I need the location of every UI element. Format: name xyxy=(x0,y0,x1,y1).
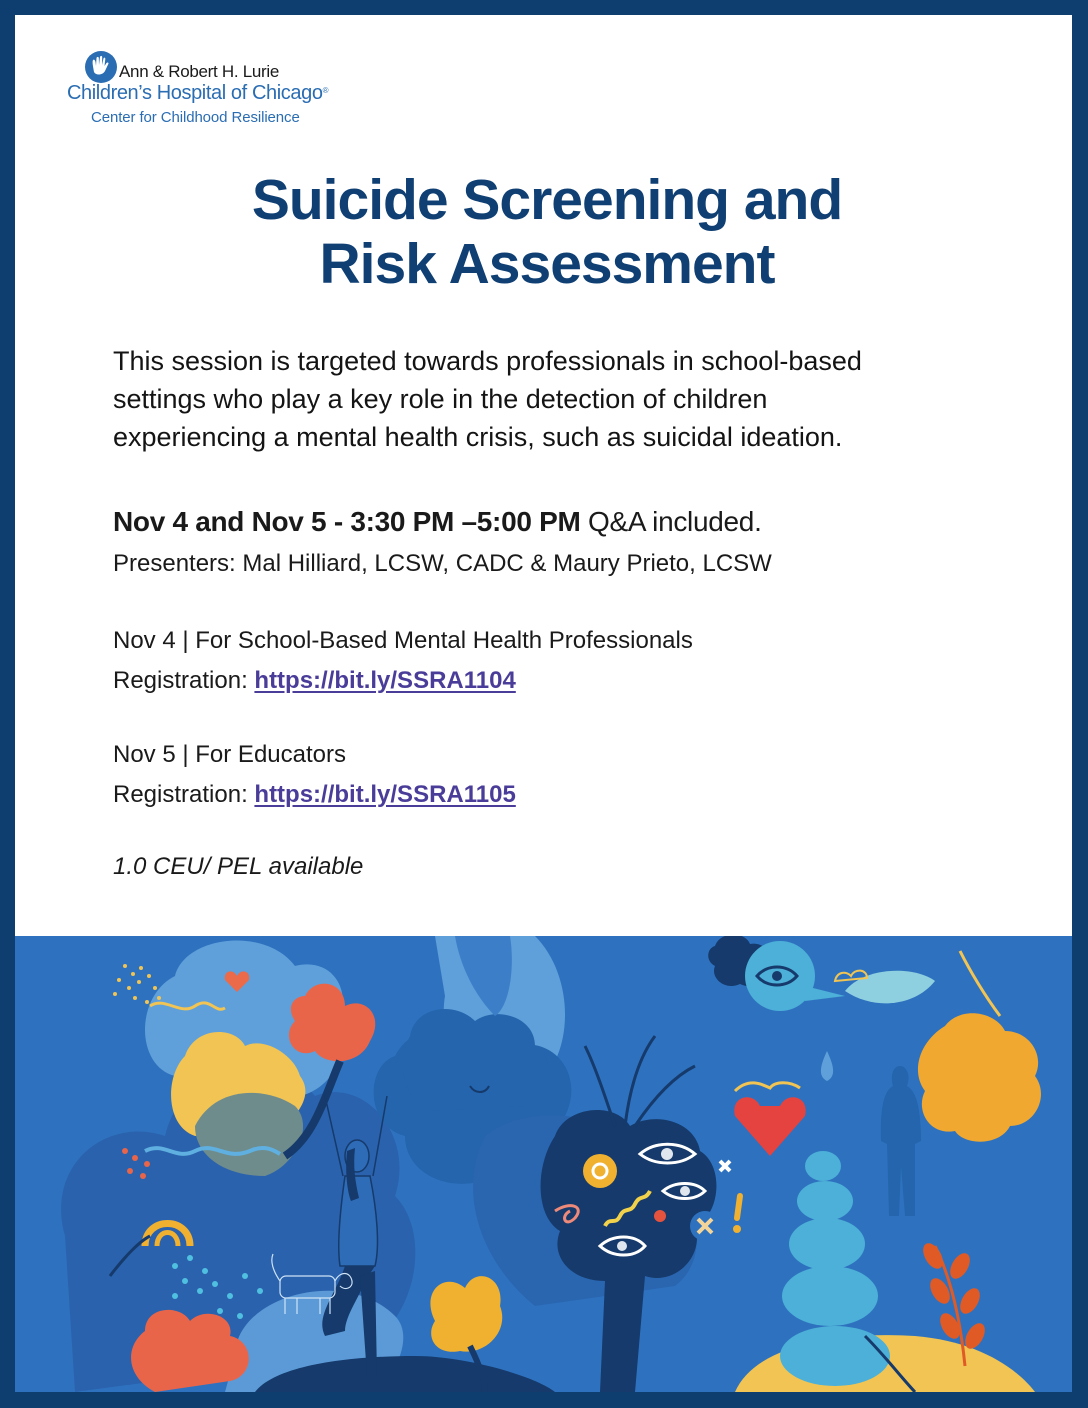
yellow-ring xyxy=(583,1154,617,1188)
registration-line xyxy=(113,775,516,815)
logo-line-1: Ann & Robert H. Lurie xyxy=(119,62,280,81)
schedule-dates-times: Nov 4 and Nov 5 - 3:30 PM –5:00 PM xyxy=(113,506,581,537)
exclamation-dot xyxy=(733,1225,741,1233)
orange-flower xyxy=(918,1013,1041,1141)
stone xyxy=(789,1218,865,1270)
yellow-branch xyxy=(960,951,1000,1016)
description xyxy=(113,342,1013,456)
schedule-note: Q&A included. xyxy=(580,506,762,537)
stone xyxy=(805,1151,841,1181)
registration-link-nov-4[interactable]: https://bit.ly/SSRA1104 xyxy=(254,667,516,694)
stone xyxy=(797,1181,853,1221)
small-cloud-outline xyxy=(835,971,867,981)
session-heading: Nov 4 | For School-Based Mental Health Professionals xyxy=(113,627,693,654)
registration-label: Registration: xyxy=(113,667,255,694)
logo-line-3: Center for Childhood Resilience xyxy=(91,109,300,126)
description-line: settings who play a key role in the detection of children xyxy=(113,384,768,414)
logo-hospital-name: Children’s Hospital of Chicago xyxy=(67,82,323,104)
thinking-head xyxy=(541,1110,717,1392)
title-line-2: Risk Assessment xyxy=(319,232,775,296)
stone-base xyxy=(780,1326,890,1386)
hand-icon xyxy=(84,50,118,84)
registration-line xyxy=(113,661,693,701)
yellow-flower xyxy=(430,1276,502,1352)
registration-label: Registration: xyxy=(113,781,255,808)
session-heading: Nov 5 | For Educators xyxy=(113,741,346,768)
page-title xyxy=(15,168,1072,296)
red-dot xyxy=(654,1210,666,1222)
credits-note: 1.0 CEU/ PEL available xyxy=(113,853,364,880)
light-leaf xyxy=(845,971,935,1004)
registered-mark: ® xyxy=(322,86,329,95)
presenters: Presenters: Mal Hilliard, LCSW, CADC & Maury Prieto, LCSW xyxy=(113,550,772,577)
eye-bubble-tail xyxy=(805,986,845,1001)
water-drop xyxy=(821,1051,833,1081)
heart-shape xyxy=(734,1097,805,1156)
person-silhouette xyxy=(881,1066,921,1216)
schedule-line xyxy=(113,506,762,538)
heart-arc xyxy=(735,1083,800,1091)
stone xyxy=(782,1266,878,1326)
sparkle-shape xyxy=(720,1161,730,1171)
description-line: This session is targeted towards professionals in school-based xyxy=(113,346,862,376)
flyer-page xyxy=(15,15,1072,1392)
session-nov-4 xyxy=(113,621,693,701)
description-line: experiencing a mental health crisis, such as suicidal ideation. xyxy=(113,422,843,452)
title-line-1: Suicide Screening and xyxy=(251,168,843,232)
exclamation-mark xyxy=(737,1196,740,1218)
logo-line-2 xyxy=(67,82,328,105)
session-nov-5 xyxy=(113,735,516,815)
registration-link-nov-5[interactable]: https://bit.ly/SSRA1105 xyxy=(254,781,516,808)
decorative-illustration xyxy=(15,936,1072,1392)
hospital-logo xyxy=(67,50,367,130)
illustration-art xyxy=(15,936,1072,1392)
